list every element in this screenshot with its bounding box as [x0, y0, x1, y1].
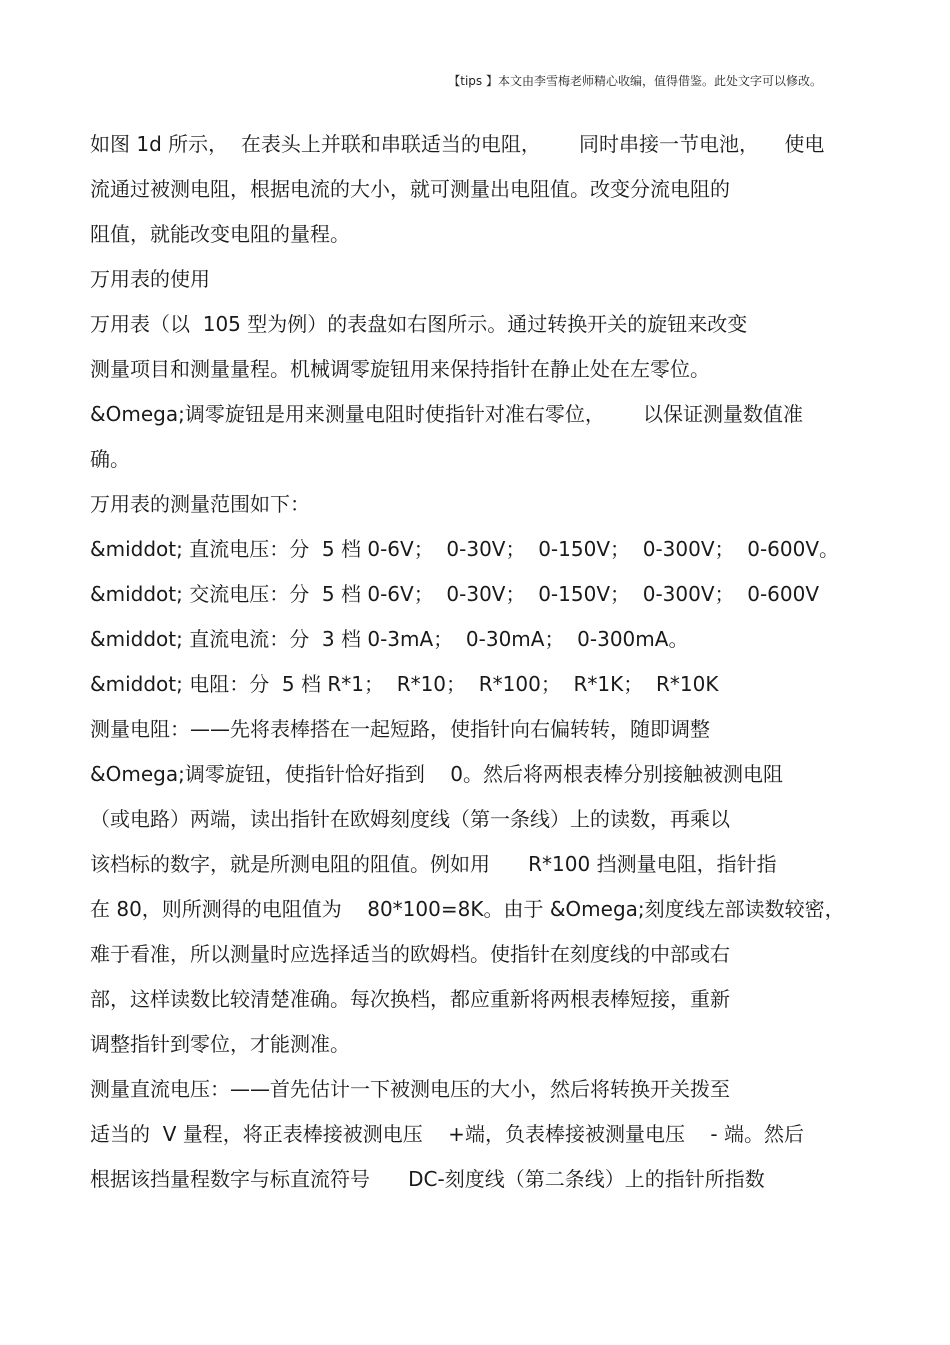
body-line: 该档标的数字，就是所测电阻的阻值。例如用 R*100 挡测量电阻，指针指: [90, 852, 777, 876]
body-line: 万用表（以 105 型为例）的表盘如右图所示。通过转换开关的旋钮来改变: [90, 312, 748, 336]
list-item: &middot; 电阻：分 5 档 R*1； R*10； R*100； R*1K； R*10K: [90, 672, 719, 696]
body-line: 测量直流电压：——首先估计一下被测电压的大小，然后将转换开关拨至: [90, 1077, 730, 1101]
document-body: [90, 122, 870, 1202]
body-line: 难于看准，所以测量时应选择适当的欧姆档。使指针在刻度线的中部或右: [90, 942, 730, 966]
list-item: &middot; 直流电压：分 5 档 0-6V； 0-30V； 0-150V； 0-300V； 0-600V。: [90, 537, 840, 561]
body-line: （或电路）两端，读出指针在欧姆刻度线（第一条线）上的读数，再乘以: [90, 807, 730, 831]
body-line: 如图 1d 所示， 在表头上并联和串联适当的电阻， 同时串接一节电池， 使电: [90, 132, 825, 156]
body-line: &Omega;调零旋钮是用来测量电阻时使指针对准右零位， 以保证测量数值准: [90, 402, 803, 426]
body-line: 适当的 V 量程，将正表棒接被测电压 +端，负表棒接被测量电压 - 端。然后: [90, 1122, 804, 1146]
body-line: 根据该挡量程数字与标直流符号 DC-刻度线（第二条线）上的指针所指数: [90, 1167, 765, 1191]
list-item: &middot; 直流电流：分 3 档 0-3mA； 0-30mA； 0-300mA。: [90, 627, 689, 651]
header-tips: 【tips 】本文由李雪梅老师精心收编，值得借鉴。此处文字可以修改。: [448, 74, 822, 88]
list-item: &middot; 交流电压：分 5 档 0-6V； 0-30V； 0-150V； 0-300V； 0-600V: [90, 582, 820, 606]
body-line: 万用表的测量范围如下：: [90, 492, 310, 516]
body-line: 部，这样读数比较清楚准确。每次换档，都应重新将两根表棒短接，重新: [90, 987, 730, 1011]
body-line: 调整指针到零位，才能测准。: [90, 1032, 350, 1056]
body-line: 测量项目和测量量程。机械调零旋钮用来保持指针在静止处在左零位。: [90, 357, 710, 381]
body-line: 阻值，就能改变电阻的量程。: [90, 222, 350, 246]
body-line: 确。: [90, 447, 130, 471]
body-line: 流通过被测电阻，根据电流的大小，就可测量出电阻值。改变分流电阻的: [90, 177, 730, 201]
section-heading: 万用表的使用: [90, 267, 210, 291]
body-line: 在 80，则所测得的电阻值为 80*100=8K。由于 &Omega;刻度线左部读数较密，: [90, 897, 845, 921]
body-line: &Omega;调零旋钮，使指针恰好指到 0。然后将两根表棒分别接触被测电阻: [90, 762, 783, 786]
body-line: 测量电阻：——先将表棒搭在一起短路，使指针向右偏转转，随即调整: [90, 717, 710, 741]
